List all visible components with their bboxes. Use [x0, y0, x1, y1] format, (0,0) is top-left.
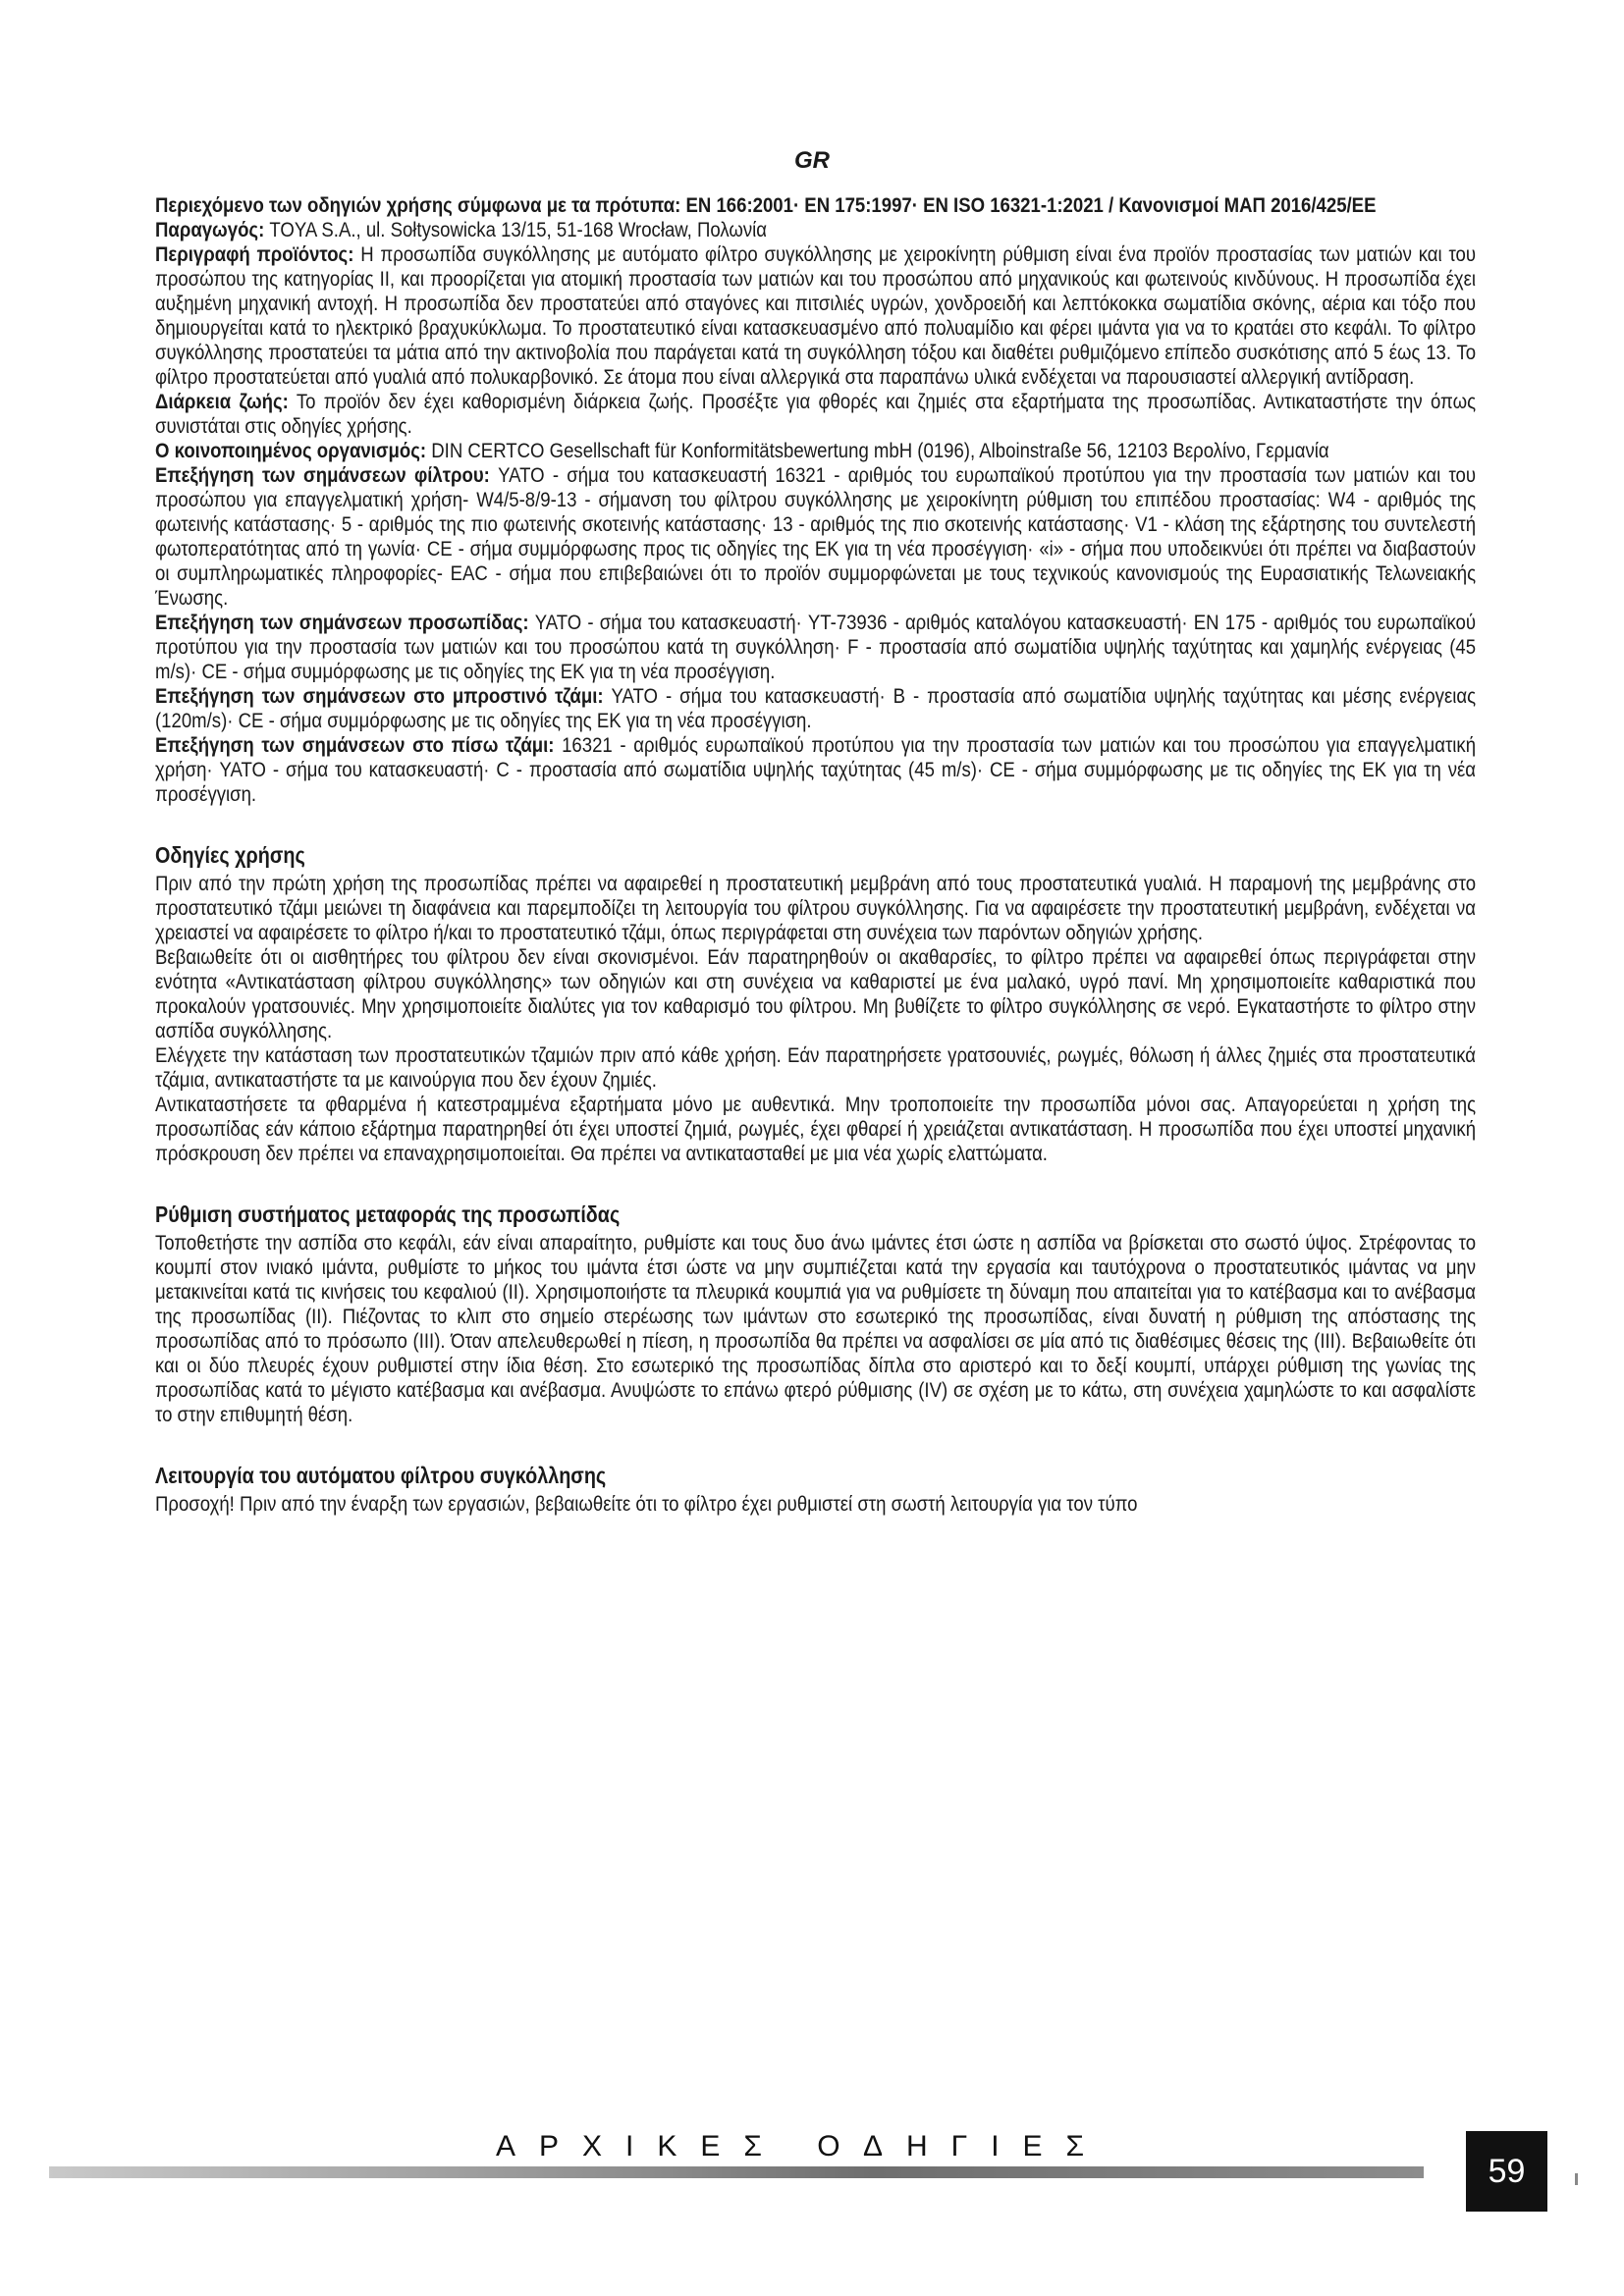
footer-section-title: ΑΡΧΙΚΕΣ ΟΔΗΓΙΕΣ: [496, 2130, 1109, 2163]
intro-mask-markings: Επεξήγηση των σημάνσεων προσωπίδας: YATO - σήμα του κατασκευαστή· YT-73936 - αριθμός καταλόγου κατασκευαστή· EN 175 - αριθμός του ευρωπαϊκού προτύπου για την προστασία των ματιών και του προσώπου κατά τη συγκόλληση· F - προστασία από σωματίδια υψηλής ταχύτητας και χαμηλής ενέργειας (45 m/s)· CE - σήμα συμμόρφωσης με τις οδηγίες της ΕΚ για τη νέα προσέγγιση.: [155, 610, 1477, 683]
document-body: [155, 192, 1476, 1516]
intro-standards: [155, 192, 1476, 217]
intro-front-glass-markings: Επεξήγηση των σημάνσεων στο μπροστινό τζάμι: YATO - σήμα του κατασκευαστή· B - προστασία από σωματίδια υψηλής ταχύτητας και μέσης ενέργειας (120m/s)· CE - σήμα συμμόρφωσης με τις οδηγίες της ΕΚ για τη νέα προσέγγιση.: [155, 683, 1477, 732]
page-edge-mark: [1575, 2173, 1578, 2185]
adjust-heading: Ρύθμιση συστήματος μεταφοράς της προσωπίδας: [155, 1201, 621, 1227]
footer-divider-bar: [49, 2166, 1424, 2178]
intro-label: Περιγραφή προϊόντος:: [155, 241, 354, 266]
usage-heading: Οδηγίες χρήσης: [155, 842, 305, 868]
usage-paragraph: Ελέγχετε την κατάσταση των προστατευτικών τζαμιών πριν από κάθε χρήση. Εάν παρατηρήσετε γρατσουνιές, ρωγμές, θόλωση ή άλλες ζημιές στα προστατευτικά τζάμια, αντικαταστήστε τα με καινούργια που δεν έχουν ζημιές.: [155, 1042, 1477, 1092]
intro-description: Περιγραφή προϊόντος: Η προσωπίδα συγκόλλησης με αυτόματο φίλτρο συγκόλλησης με χειροκίνητη ρύθμιση είναι ένα προϊόν προστασίας των ματιών και του προσώπου της κατηγορίας II, και προορίζεται για ατομική προστασία των ματιών και του προσώπου από μηχανικούς και φωτεινούς κινδύνους. Η προσωπίδα έχει αυξημένη μηχανική αντοχή. Η προσωπίδα δεν προστατεύει από σταγόνες και πιτσιλιές υγρών, χονδροειδή και λεπτόκοκκα σωματίδια σκόνης, αέρια και τόξο που δημιουργείται κατά το ηλεκτρικό βραχυκύκλωμα. Το προστατευτικό είναι κατασκευασμένο από πολυαμίδιο και φέρει ιμάντα για να το κρατάει στο κεφάλι. Το φίλτρο συγκόλλησης προστατεύει τα μάτια από την ακτινοβολία που παράγεται κατά τη συγκόλληση τόξου και διαθέτει ρυθμιζόμενο επίπεδο συσκότισης από 5 έως 13. Το φίλτρο προστατεύεται από γυαλιά από πολυκαρβονικό. Σε άτομα που είναι αλλεργικά στα παραπάνω υλικά ενδέχεται να παρουσιαστεί αλλεργική αντίδραση.: [155, 241, 1477, 389]
usage-paragraph: Αντικαταστήσετε τα φθαρμένα ή κατεστραμμένα εξαρτήματα μόνο με αυθεντικά. Μην τροποποιείτε την προσωπίδα μόνοι σας. Απαγορεύεται η χρήση της προσωπίδας εάν κάποιο εξάρτημα παρατηρηθεί ότι έχει υποστεί ζημιά, ρωγμές, έχει φθαρεί ή χρειάζεται αντικατάσταση. Η προσωπίδα που έχει υποστεί μηχανική πρόσκρουση δεν πρέπει να επαναχρησιμοποιείται. Θα πρέπει να αντικατασταθεί με μια νέα χωρίς ελαττώματα.: [155, 1092, 1477, 1165]
usage-paragraph: Βεβαιωθείτε ότι οι αισθητήρες του φίλτρου δεν είναι σκονισμένοι. Εάν παρατηρηθούν οι ακαθαρσίες, το φίλτρο πρέπει να αφαιρεθεί όπως περιγράφεται στην ενότητα «Αντικατάσταση φίλτρου συγκόλλησης» των οδηγιών και στη συνέχεια να καθαριστεί με ένα μαλακό, υγρό πανί. Μη χρησιμοποιείτε καθαριστικά που προκαλούν γρατσουνιές. Μην χρησιμοποιείτε διαλύτες για τον καθαρισμό του φίλτρου. Μη βυθίζετε το φίλτρο συγκόλλησης σε νερό. Εγκαταστήστε το φίλτρο στην ασπίδα συγκόλλησης.: [155, 944, 1477, 1042]
intro-label: Περιεχόμενο των οδηγιών χρήσης σύμφωνα με τα πρότυπα: EN 166:2001· EN 175:1997· EN ISO 16321-1:2021 / Κανονισμοί ΜΑΠ 2016/425/EE: [155, 192, 1377, 217]
intro-label: Διάρκεια ζωής:: [155, 389, 289, 413]
intro-notified-body: Ο κοινοποιημένος οργανισμός: DIN CERTCO Gesellschaft für Konformitätsbewertung mbH (0196), Alboinstraße 56, 12103 Βερολίνο, Γερμανία: [155, 438, 1329, 462]
filter-paragraph: Προσοχή! Πριν από την έναρξη των εργασιών, βεβαιωθείτε ότι το φίλτρο έχει ρυθμιστεί στη σωστή λειτουργία για τον τύπο: [155, 1491, 1138, 1516]
intro-filter-markings: Επεξήγηση των σημάνσεων φίλτρου: YATO - σήμα του κατασκευαστή 16321 - αριθμός του ευρωπαϊκού προτύπου για την προστασία των ματιών και του προσώπου για επαγγελματική χρήση- W4/5-8/9-13 - σήμανση του φίλτρου συγκόλλησης με χειροκίνητη ρύθμιση του επιπέδου προστασίας: W4 - αριθμός της φωτεινής κατάστασης· 5 - αριθμός της πιο φωτεινής σκοτεινής κατάστασης· 13 - αριθμός της πιο σκοτεινής κατάστασης· V1 - κλάση της εξάρτησης του συντελεστή φωτοπερατότητας από τη γωνία· CE - σήμα συμμόρφωσης προς τις οδηγίες της ΕΚ για τη νέα προσέγγιση· «i» - σήμα που υποδεικνύει ότι πρέπει να διαβαστούν οι συμπληρωματικές πληροφορίες- EAC - σήμα που επιβεβαιώνει ότι το προϊόν συμμορφώνεται με τους τεχνικούς κανονισμούς της Ευρασιατικής Τελωνειακής Ένωσης.: [155, 462, 1477, 610]
usage-paragraph: Πριν από την πρώτη χρήση της προσωπίδας πρέπει να αφαιρεθεί η προστατευτική μεμβράνη από τους προστατευτικά γυαλιά. Η παραμονή της μεμβράνης στο προστατευτικό τζάμι μειώνει τη διαφάνεια και παρεμποδίζει τη λειτουργία του φίλτρου συγκόλλησης. Για να αφαιρέσετε την προστατευτική μεμβράνη, ενδέχεται να χρειαστεί να αφαιρέσετε το φίλτρο ή/και το προστατευτικό τζάμι, όπως περιγράφεται στη συνέχεια των παρόντων οδηγιών χρήσης.: [155, 871, 1477, 944]
intro-label: Επεξήγηση των σημάνσεων φίλτρου:: [155, 462, 490, 487]
filter-heading: Λειτουργία του αυτόματου φίλτρου συγκόλλησης: [155, 1463, 607, 1488]
page-number: 59: [1466, 2131, 1547, 2212]
intro-label: Επεξήγηση των σημάνσεων προσωπίδας:: [155, 610, 529, 634]
intro-label: Ο κοινοποιημένος οργανισμός:: [155, 438, 427, 462]
intro-label: Επεξήγηση των σημάνσεων στο πίσω τζάμι:: [155, 732, 555, 757]
intro-back-glass-markings: Επεξήγηση των σημάνσεων στο πίσω τζάμι: 16321 - αριθμός ευρωπαϊκού προτύπου για την προστασία των ματιών και του προσώπου για επαγγελματική χρήση· YATO - σήμα του κατασκευαστή· C - προστασία από σωματίδια υψηλής ταχύτητας (45 m/s)· CE - σήμα συμμόρφωσης με τις οδηγίες της ΕΚ για τη νέα προσέγγιση.: [155, 732, 1477, 806]
intro-label: Επεξήγηση των σημάνσεων στο μπροστινό τζάμι:: [155, 683, 604, 708]
language-code: GR: [794, 147, 830, 174]
intro-lifetime: Διάρκεια ζωής: Το προϊόν δεν έχει καθορισμένη διάρκεια ζωής. Προσέξτε για φθορές και ζημιές στα εξαρτήματα της προσωπίδας. Αντικαταστήστε την όπως συνιστάται στις οδηγίες χρήσης.: [155, 389, 1477, 438]
intro-label: Παραγωγός:: [155, 217, 265, 241]
adjust-paragraph: Τοποθετήστε την ασπίδα στο κεφάλι, εάν είναι απαραίτητο, ρυθμίστε και τους δυο άνω ιμάντες έτσι ώστε η ασπίδα να βρίσκεται στο σωστό ύψος. Στρέφοντας το κουμπί στον ινιακό ιμάντα, ρυθμίστε το μήκος του ιμάντα έτσι ώστε να μην συμπιέζεται κατά την εργασία και ταυτόχρονα ο προστατευτικός ιμάντας να μην μετακινείται κατά τις κινήσεις του κεφαλιού (II). Χρησιμοποιήστε τα πλευρικά κουμπιά για να ρυθμίσετε τη δύναμη που απαιτείται για το κατέβασμα και το ανέβασμα της προσωπίδας (II). Πιέζοντας το κλιπ στο σημείο στερέωσης των ιμάντων στο εσωτερικό της προσωπίδας, είναι δυνατή η ρύθμιση της απόστασης της προσωπίδας από το πρόσωπο (III). Όταν απελευθερωθεί η πίεση, η προσωπίδα θα πρέπει να ασφαλίσει σε μία από τις διαθέσιμες θέσεις της (III). Βεβαιωθείτε ότι και οι δύο πλευρές έχουν ρυθμιστεί στην ίδια θέση. Στο εσωτερικό της προσωπίδας δίπλα στο αριστερό και το δεξί κουμπί, υπάρχει ρύθμιση της γωνίας της προσωπίδας κατά το μέγιστο κατέβασμα και ανέβασμα. Ανυψώστε το επάνω φτερό ρύθμισης (IV) σε σχέση με το κάτω, στη συνέχεια χαμηλώστε το και ασφαλίστε το στην επιθυμητή θέση.: [155, 1230, 1477, 1426]
intro-manufacturer: Παραγωγός: TOYA S.A., ul. Sołtysowicka 13/15, 51-168 Wrocław, Πολωνία: [155, 217, 768, 241]
